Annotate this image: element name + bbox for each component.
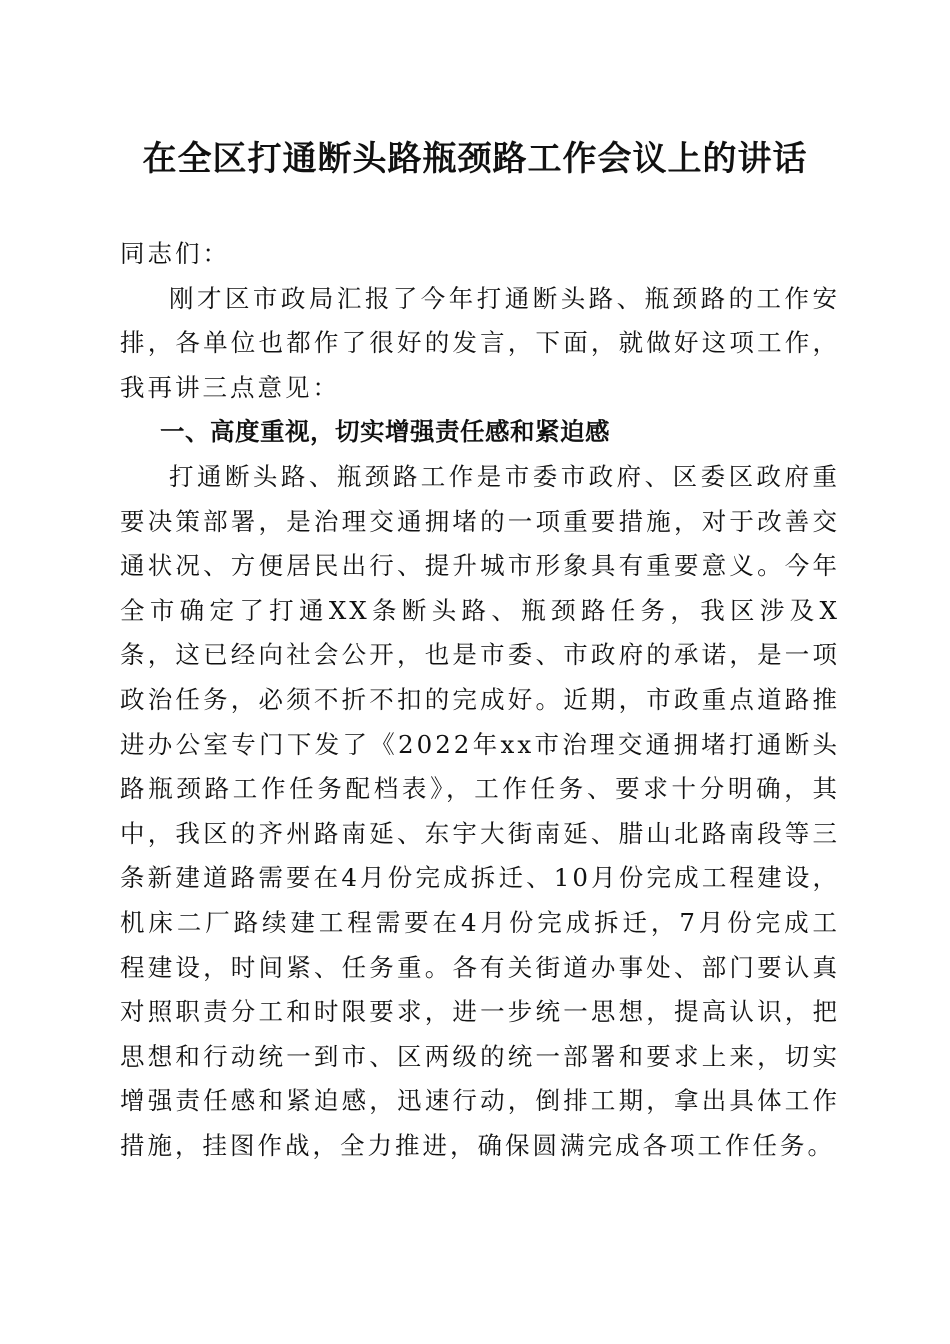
salutation: 同志们： bbox=[120, 239, 230, 268]
section-heading: 一、高度重视，切实增强责任感和紧迫感 bbox=[160, 417, 610, 447]
intro-paragraph: 刚才区市政局汇报了今年打通断头路、瓶颈路的工作安排，各单位也都作了很好的发言，下面，就做好这项工作，我再讲三点意见： bbox=[120, 283, 840, 402]
document-title: 在全区打通断头路瓶颈路工作会议上的讲话 bbox=[142, 139, 808, 179]
section-paragraph: 打通断头路、瓶颈路工作是市委市政府、区委区政府重要决策部署，是治理交通拥堵的一项重要措施，对于改善交通状况、方便居民出行、提升城市形象具有重要意义。今年全市确定了打通XX条断头路、瓶颈路任务，我区涉及X条，这已经向社会公开，也是市委、市政府的承诺，是一项政治任务，必须不折不扣的完成好。近期，市政重点道路推进办公室专门下发了《2022年xx市治理交通拥堵打通断头路瓶颈路工作任务配档表》，工作任务、要求十分明确，其中，我区的齐州路南延、东宇大街南延、腊山北路南段等三条新建道路需要在4月份完成拆迁、10月份完成工程建设，机床二厂路续建工程需要在4月份完成拆迁，7月份完成工程建设，时间紧、任务重。各有关街道办事处、部门要认真对照职责分工和时限要求，进一步统一思想，提高认识，把思想和行动统一到市、区两级的统一部署和要求上来，切实增强责任感和紧迫感，迅速行动，倒排工期，拿出具体工作措施，挂图作战，全力推进，确保圆满完成各项工作任务。 bbox=[120, 461, 840, 1160]
document-body bbox=[120, 232, 840, 1168]
